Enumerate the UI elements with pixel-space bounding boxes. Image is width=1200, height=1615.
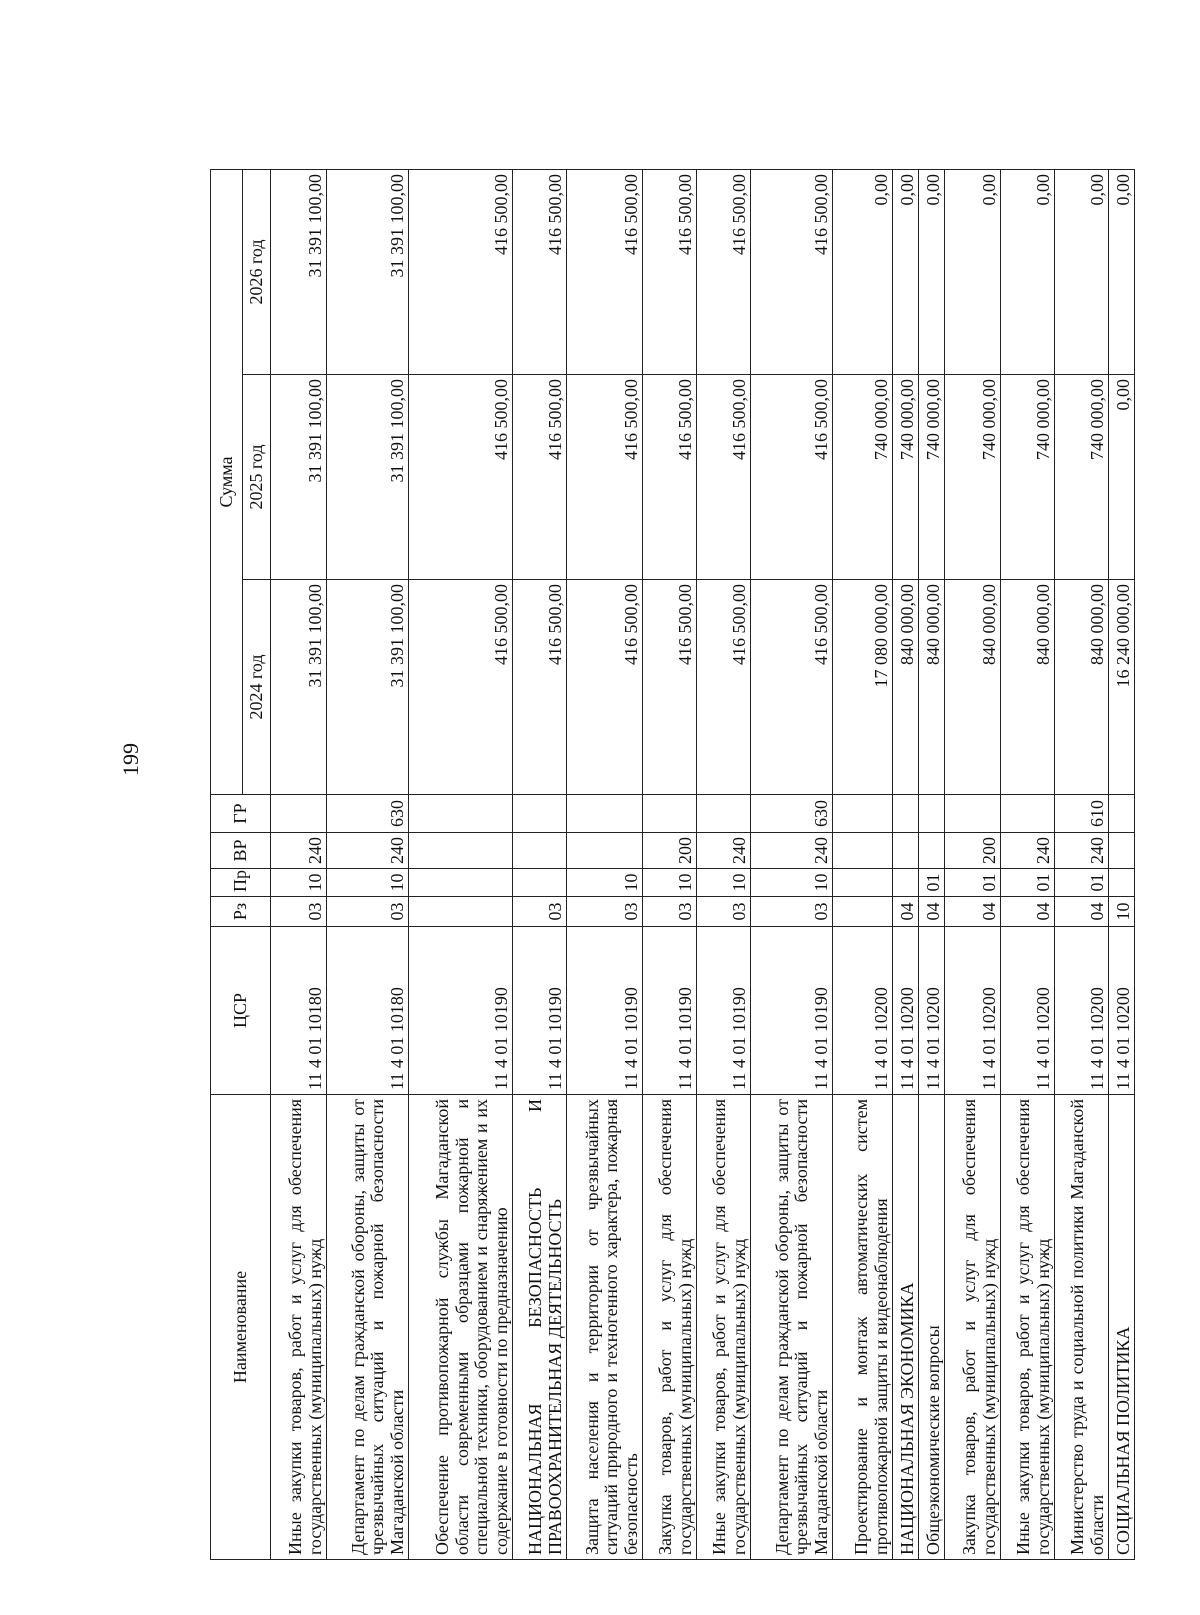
header-pr: Пр xyxy=(211,869,271,897)
header-csr: ЦСР xyxy=(211,927,271,1095)
cell-y2024: 840 000,00 xyxy=(919,580,945,795)
header-row-1 xyxy=(211,169,243,1559)
cell-csr: 11 4 01 10190 xyxy=(513,927,567,1095)
cell-y2025: 740 000,00 xyxy=(893,375,919,580)
cell-y2025: 740 000,00 xyxy=(919,375,945,580)
cell-pr xyxy=(513,869,567,897)
cell-gr xyxy=(833,795,893,833)
cell-vr xyxy=(833,833,893,869)
cell-y2024: 840 000,00 xyxy=(1001,580,1055,795)
cell-csr: 11 4 01 10190 xyxy=(751,927,833,1095)
header-2024: 2024 год xyxy=(243,580,271,795)
cell-y2024: 416 500,00 xyxy=(567,580,643,795)
table-row xyxy=(327,169,409,1559)
cell-vr: 200 xyxy=(643,833,697,869)
cell-y2024: 416 500,00 xyxy=(409,580,513,795)
header-gr: ГР xyxy=(211,795,271,833)
cell-y2026: 0,00 xyxy=(1055,169,1109,374)
cell-y2025: 416 500,00 xyxy=(409,375,513,580)
table-row xyxy=(567,169,643,1559)
cell-y2024: 416 500,00 xyxy=(643,580,697,795)
cell-y2025: 740 000,00 xyxy=(1001,375,1055,580)
table-row xyxy=(643,169,697,1559)
cell-y2026: 416 500,00 xyxy=(409,169,513,374)
table-row xyxy=(893,169,919,1559)
header-name: Наименование xyxy=(211,1095,271,1560)
cell-gr xyxy=(409,795,513,833)
header-2025: 2025 год xyxy=(243,375,271,580)
cell-vr: 200 xyxy=(945,833,1001,869)
cell-vr xyxy=(1109,833,1135,869)
budget-table-rotated xyxy=(210,170,1133,1560)
cell-y2026: 416 500,00 xyxy=(643,169,697,374)
table-row xyxy=(271,169,327,1559)
table-row xyxy=(833,169,893,1559)
cell-csr: 11 4 01 10190 xyxy=(697,927,751,1095)
cell-gr xyxy=(513,795,567,833)
cell-gr xyxy=(945,795,1001,833)
cell-y2024: 16 240 000,00 xyxy=(1109,580,1135,795)
cell-rz: 04 xyxy=(1001,897,1055,927)
cell-y2025: 416 500,00 xyxy=(751,375,833,580)
cell-rz: 03 xyxy=(327,897,409,927)
cell-csr: 11 4 01 10190 xyxy=(567,927,643,1095)
cell-y2025: 416 500,00 xyxy=(697,375,751,580)
cell-vr: 240 xyxy=(1055,833,1109,869)
cell-y2025: 416 500,00 xyxy=(567,375,643,580)
cell-csr: 11 4 01 10200 xyxy=(945,927,1001,1095)
cell-y2024: 840 000,00 xyxy=(893,580,919,795)
cell-pr xyxy=(893,869,919,897)
cell-rz: 03 xyxy=(567,897,643,927)
cell-vr xyxy=(567,833,643,869)
cell-vr xyxy=(513,833,567,869)
cell-y2024: 31 391 100,00 xyxy=(271,580,327,795)
cell-rz: 04 xyxy=(1055,897,1109,927)
cell-pr: 01 xyxy=(1001,869,1055,897)
cell-y2024: 840 000,00 xyxy=(945,580,1001,795)
cell-y2025: 416 500,00 xyxy=(513,375,567,580)
cell-csr: 11 4 01 10190 xyxy=(643,927,697,1095)
cell-rz: 04 xyxy=(919,897,945,927)
cell-vr xyxy=(893,833,919,869)
cell-gr xyxy=(919,795,945,833)
cell-rz: 04 xyxy=(893,897,919,927)
cell-name: Закупка товаров, работ и услуг для обеспечения государственных (муниципальных) нужд xyxy=(945,1095,1001,1560)
table-row xyxy=(513,169,567,1559)
cell-y2026: 416 500,00 xyxy=(513,169,567,374)
cell-name: Закупка товаров, работ и услуг для обеспечения государственных (муниципальных) нужд xyxy=(643,1095,697,1560)
cell-y2026: 31 391 100,00 xyxy=(271,169,327,374)
cell-y2025: 0,00 xyxy=(1109,375,1135,580)
table-row xyxy=(409,169,513,1559)
cell-pr: 10 xyxy=(567,869,643,897)
cell-y2024: 416 500,00 xyxy=(751,580,833,795)
cell-csr: 11 4 01 10200 xyxy=(1001,927,1055,1095)
cell-rz: 03 xyxy=(751,897,833,927)
cell-y2024: 17 080 000,00 xyxy=(833,580,893,795)
table-row xyxy=(751,169,833,1559)
cell-gr: 630 xyxy=(751,795,833,833)
cell-pr xyxy=(833,869,893,897)
cell-pr: 10 xyxy=(697,869,751,897)
budget-table xyxy=(210,169,1135,1560)
cell-name: Иные закупки товаров, работ и услуг для обеспечения государственных (муниципальных) нужд xyxy=(271,1095,327,1560)
cell-vr: 240 xyxy=(327,833,409,869)
cell-gr xyxy=(697,795,751,833)
cell-y2026: 0,00 xyxy=(945,169,1001,374)
cell-pr: 10 xyxy=(271,869,327,897)
cell-name: Обеспечение противопожарной службы Магаданской области современными образцами пожарной и специальной техники, оборудованием и снаряжением и их содержание в готовности по предназначению xyxy=(409,1095,513,1560)
header-2026: 2026 год xyxy=(243,169,271,374)
table-row xyxy=(697,169,751,1559)
header-vr: ВР xyxy=(211,833,271,869)
cell-name: Департамент по делам гражданской обороны, защиты от чрезвычайных ситуаций и пожарной безопасности Магаданской области xyxy=(751,1095,833,1560)
cell-rz: 03 xyxy=(697,897,751,927)
cell-pr: 10 xyxy=(643,869,697,897)
cell-vr: 240 xyxy=(271,833,327,869)
cell-y2025: 31 391 100,00 xyxy=(327,375,409,580)
cell-csr: 11 4 01 10180 xyxy=(327,927,409,1095)
cell-y2024: 416 500,00 xyxy=(513,580,567,795)
cell-y2026: 0,00 xyxy=(833,169,893,374)
cell-vr xyxy=(409,833,513,869)
cell-y2026: 0,00 xyxy=(919,169,945,374)
cell-rz: 10 xyxy=(1109,897,1135,927)
cell-y2025: 31 391 100,00 xyxy=(271,375,327,580)
cell-pr: 01 xyxy=(945,869,1001,897)
cell-y2025: 416 500,00 xyxy=(643,375,697,580)
cell-gr xyxy=(567,795,643,833)
cell-name: НАЦИОНАЛЬНАЯ ЭКОНОМИКА xyxy=(893,1095,919,1560)
cell-y2026: 416 500,00 xyxy=(567,169,643,374)
cell-gr xyxy=(893,795,919,833)
cell-gr xyxy=(1109,795,1135,833)
table-row xyxy=(919,169,945,1559)
table-row xyxy=(1055,169,1109,1559)
header-rz: Рз xyxy=(211,897,271,927)
cell-gr: 610 xyxy=(1055,795,1109,833)
cell-csr: 11 4 01 10180 xyxy=(271,927,327,1095)
cell-csr: 11 4 01 10200 xyxy=(893,927,919,1095)
cell-y2026: 0,00 xyxy=(1109,169,1135,374)
cell-name: Иные закупки товаров, работ и услуг для обеспечения государственных (муниципальных) нужд xyxy=(1001,1095,1055,1560)
cell-y2025: 740 000,00 xyxy=(945,375,1001,580)
cell-name: Министерство труда и социальной политики Магаданской области xyxy=(1055,1095,1109,1560)
cell-pr: 10 xyxy=(751,869,833,897)
cell-vr xyxy=(919,833,945,869)
cell-gr xyxy=(1001,795,1055,833)
cell-pr: 01 xyxy=(919,869,945,897)
cell-name: Проектирование и монтаж автоматических систем противопожарной защиты и видеонаблюдения xyxy=(833,1095,893,1560)
cell-csr: 11 4 01 10200 xyxy=(919,927,945,1095)
cell-vr: 240 xyxy=(697,833,751,869)
cell-y2026: 31 391 100,00 xyxy=(327,169,409,374)
cell-csr: 11 4 01 10200 xyxy=(1055,927,1109,1095)
cell-y2026: 416 500,00 xyxy=(697,169,751,374)
cell-rz: 04 xyxy=(945,897,1001,927)
cell-name: Общеэкономические вопросы xyxy=(919,1095,945,1560)
cell-name: СОЦИАЛЬНАЯ ПОЛИТИКА xyxy=(1109,1095,1135,1560)
table-row xyxy=(1109,169,1135,1559)
cell-gr xyxy=(643,795,697,833)
cell-csr: 11 4 01 10190 xyxy=(409,927,513,1095)
cell-name: Департамент по делам гражданской обороны, защиты от чрезвычайных ситуаций и пожарной безопасности Магаданской области xyxy=(327,1095,409,1560)
cell-pr: 01 xyxy=(1055,869,1109,897)
cell-name: Защита населения и территории от чрезвычайных ситуаций природного и техногенного характера, пожарная безопасность xyxy=(567,1095,643,1560)
cell-csr: 11 4 01 10200 xyxy=(833,927,893,1095)
header-sum: Сумма xyxy=(211,169,243,794)
cell-gr xyxy=(271,795,327,833)
cell-y2026: 416 500,00 xyxy=(751,169,833,374)
cell-rz xyxy=(409,897,513,927)
cell-y2026: 0,00 xyxy=(1001,169,1055,374)
cell-pr xyxy=(409,869,513,897)
cell-y2024: 31 391 100,00 xyxy=(327,580,409,795)
page-number: 199 xyxy=(118,743,143,776)
cell-y2025: 740 000,00 xyxy=(1055,375,1109,580)
cell-y2025: 740 000,00 xyxy=(833,375,893,580)
cell-name: Иные закупки товаров, работ и услуг для обеспечения государственных (муниципальных) нужд xyxy=(697,1095,751,1560)
table-row xyxy=(945,169,1001,1559)
cell-vr: 240 xyxy=(1001,833,1055,869)
cell-y2026: 0,00 xyxy=(893,169,919,374)
cell-pr xyxy=(1109,869,1135,897)
cell-gr: 630 xyxy=(327,795,409,833)
cell-pr: 10 xyxy=(327,869,409,897)
cell-rz: 03 xyxy=(643,897,697,927)
cell-name: НАЦИОНАЛЬНАЯ БЕЗОПАСНОСТЬ И ПРАВООХРАНИТЕЛЬНАЯ ДЕЯТЕЛЬНОСТЬ xyxy=(513,1095,567,1560)
table-row xyxy=(1001,169,1055,1559)
cell-rz: 03 xyxy=(513,897,567,927)
cell-csr: 11 4 01 10200 xyxy=(1109,927,1135,1095)
cell-rz: 03 xyxy=(271,897,327,927)
cell-y2024: 416 500,00 xyxy=(697,580,751,795)
cell-y2024: 840 000,00 xyxy=(1055,580,1109,795)
cell-rz xyxy=(833,897,893,927)
cell-vr: 240 xyxy=(751,833,833,869)
